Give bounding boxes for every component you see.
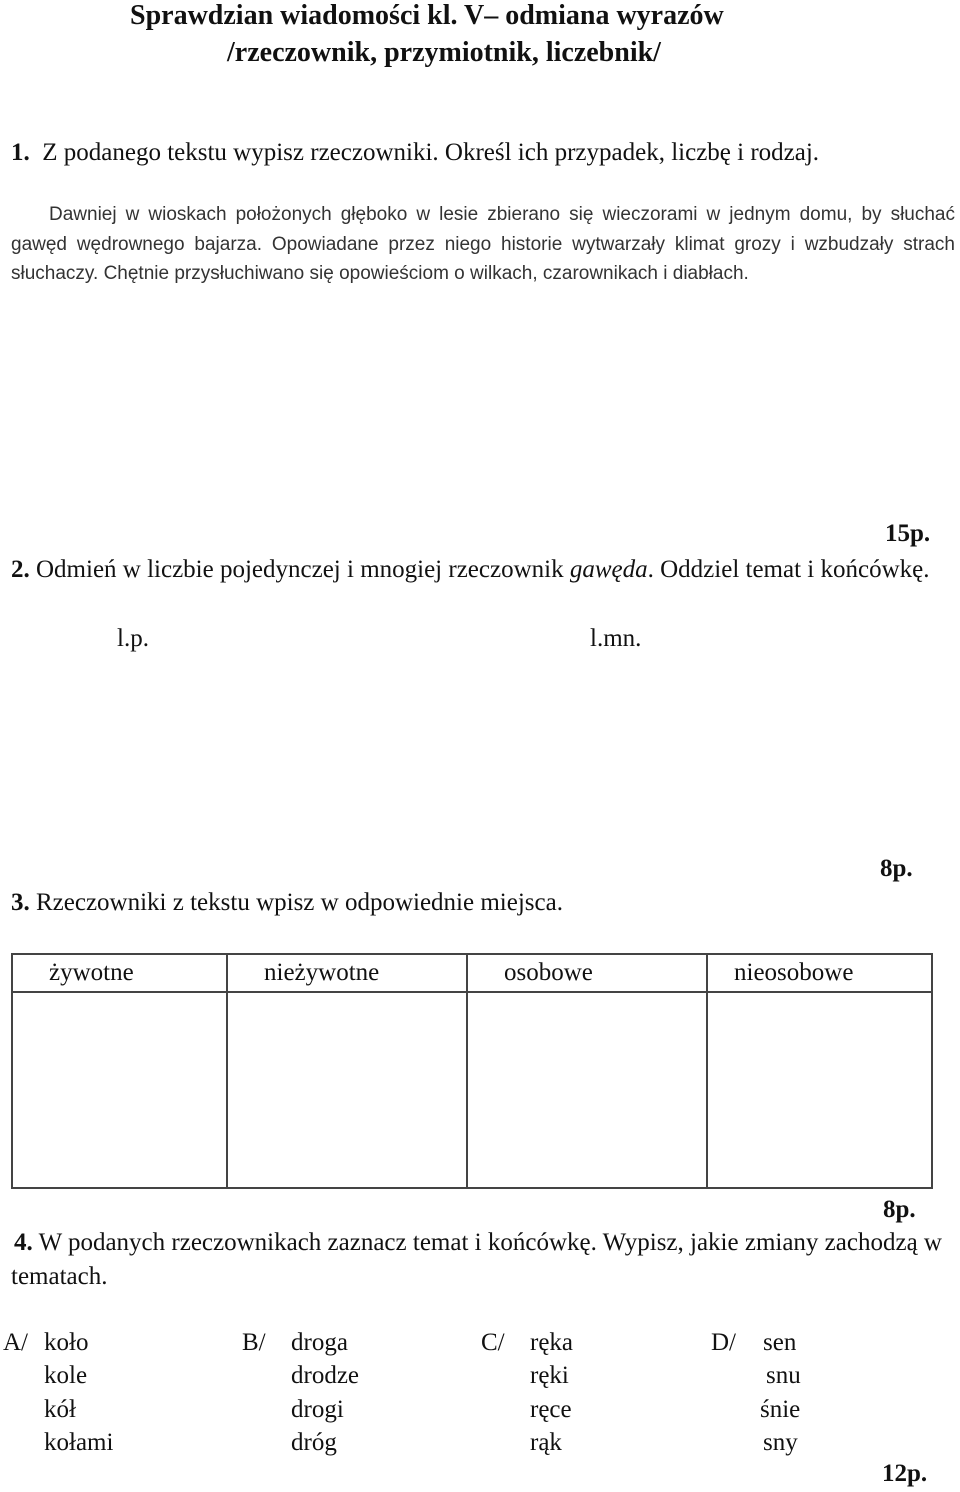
group-b-word-2: drodze [291, 1362, 360, 1389]
question-3-number: 3. [11, 889, 30, 916]
column-singular-label: l.p. [117, 625, 149, 652]
group-b-word-1: droga [291, 1329, 348, 1356]
group-a-word-1: koło [44, 1329, 89, 1356]
group-d-word-1: sen [763, 1329, 797, 1356]
question-1-points: 15p. [885, 520, 931, 547]
group-a-word-3: kół [44, 1396, 76, 1423]
question-2-text-end: . Oddziel temat i końcówkę. [647, 556, 930, 583]
group-c-word-3: ręce [530, 1396, 572, 1423]
group-c-label: C/ [481, 1329, 505, 1356]
answer-cell-inanimate[interactable] [227, 992, 467, 1188]
question-2-word: gawęda [569, 556, 648, 583]
group-d-word-2: snu [766, 1362, 801, 1389]
answer-cell-animate[interactable] [12, 992, 227, 1188]
answer-cell-personal[interactable] [467, 992, 707, 1188]
group-a-word-4: kołami [44, 1429, 114, 1456]
column-header-animate: żywotne [12, 954, 227, 992]
group-c-word-1: ręka [530, 1329, 574, 1356]
question-3 [11, 887, 563, 919]
group-d-word-3: śnie [760, 1396, 801, 1423]
question-4-number: 4. [14, 1229, 33, 1256]
question-2-points: 8p. [880, 855, 913, 882]
group-b-word-3: drogi [291, 1396, 344, 1423]
question-2-text: Odmień w liczbie pojedynczej i mnogiej rzeczownik [36, 556, 570, 583]
group-a-word-2: kole [44, 1362, 88, 1389]
question-4-text: W podanych rzeczownikach zaznacz temat i końcówkę. Wypisz, jakie zmiany zachodzą w tematach. [11, 1229, 942, 1290]
question-1-passage: Dawniej w wioskach położonych głęboko w lesie zbierano się wieczorami w jednym domu, by słuchać gawęd wędrownego bajarza. Opowiadane przez niego historie wytwarzały klimat grozy i wzbudzały strach słuchaczy. Chętnie przysłuchiwano się opowieściom o wilkach, czarownikach i diabłach. [11, 204, 955, 284]
answer-cell-impersonal[interactable] [707, 992, 932, 1188]
column-header-inanimate: nieżywotne [227, 954, 467, 992]
question-3-text: Rzeczowniki z tekstu wpisz w odpowiednie miejsca. [36, 889, 563, 916]
question-2-number: 2. [11, 556, 30, 583]
group-d-word-4: sny [763, 1429, 798, 1456]
title-line-2: /rzeczownik, przymiotnik, liczebnik/ [227, 37, 661, 68]
column-header-personal: osobowe [467, 954, 707, 992]
group-c-word-4: rąk [530, 1429, 562, 1456]
question-4-points: 12p. [882, 1460, 928, 1487]
column-header-impersonal: nieosobowe [707, 954, 932, 992]
question-1-number: 1. [11, 139, 30, 166]
group-d-label: D/ [711, 1329, 736, 1356]
question-2 [11, 553, 955, 586]
question-4 [11, 1226, 955, 1294]
group-c-word-2: ręki [530, 1362, 569, 1389]
group-b-label: B/ [242, 1329, 266, 1356]
question-1-text: Z podanego tekstu wypisz rzeczowniki. Określ ich przypadek, liczbę i rodzaj. [42, 139, 820, 166]
title-line-1: Sprawdzian wiadomości kl. V– odmiana wyrazów [130, 0, 724, 31]
question-3-points: 8p. [883, 1196, 916, 1223]
noun-category-table [11, 953, 933, 1189]
group-a-label: A/ [3, 1329, 28, 1356]
column-plural-label: l.mn. [590, 625, 642, 652]
question-1 [11, 137, 819, 169]
group-b-word-4: dróg [291, 1429, 337, 1456]
